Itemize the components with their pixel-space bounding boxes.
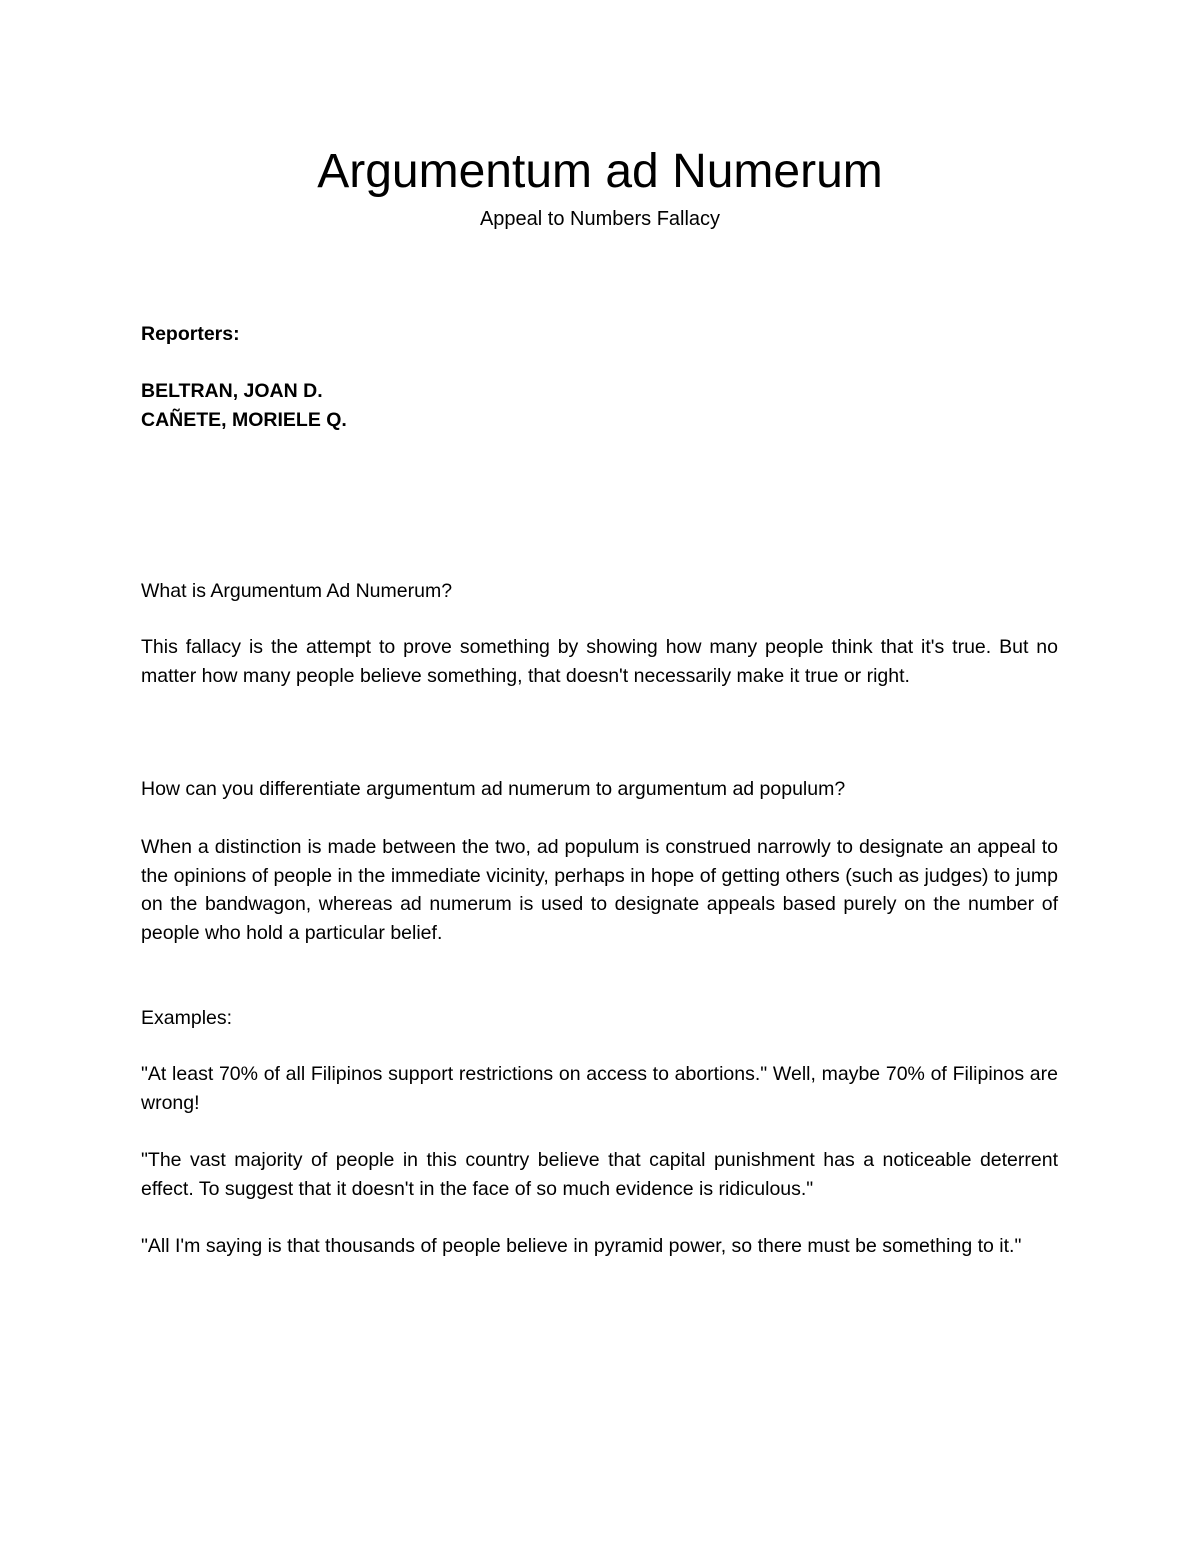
- example-item: "All I'm saying is that thousands of people believe in pyramid power, so there must be something to it.": [141, 1235, 1022, 1257]
- example-item: "The vast majority of people in this country believe that capital punishment has a noticeable deterrent effect. To suggest that it doesn't in the face of so much evidence is ridiculous.": [141, 1149, 1058, 1200]
- section-question: What is Argumentum Ad Numerum?: [141, 580, 453, 602]
- section-answer: This fallacy is the attempt to prove something by showing how many people think that it's true. But no matter how many people believe something, that doesn't necessarily make it true or right.: [141, 636, 1058, 687]
- example-item: "At least 70% of all Filipinos support restrictions on access to abortions." Well, maybe 70% of Filipinos are wrong!: [141, 1063, 1058, 1114]
- section-question: How can you differentiate argumentum ad numerum to argumentum ad populum?: [141, 778, 846, 800]
- reporter-name: BELTRAN, JOAN D.: [141, 380, 323, 402]
- reporter-name: CAÑETE, MORIELE Q.: [141, 409, 347, 431]
- document-subtitle: Appeal to Numbers Fallacy: [479, 208, 721, 230]
- section-answer: When a distinction is made between the two, ad populum is construed narrowly to designate an appeal to the opinions of people in the immediate vicinity, perhaps in hope of getting others (such as judges) to jump on the bandwagon, whereas ad numerum is used to designate appeals based purely on the number of people who hold a particular belief.: [141, 836, 1058, 944]
- examples-label: Examples:: [141, 1007, 233, 1029]
- reporters-label: Reporters:: [141, 323, 240, 345]
- document-title: Argumentum ad Numerum: [317, 145, 883, 198]
